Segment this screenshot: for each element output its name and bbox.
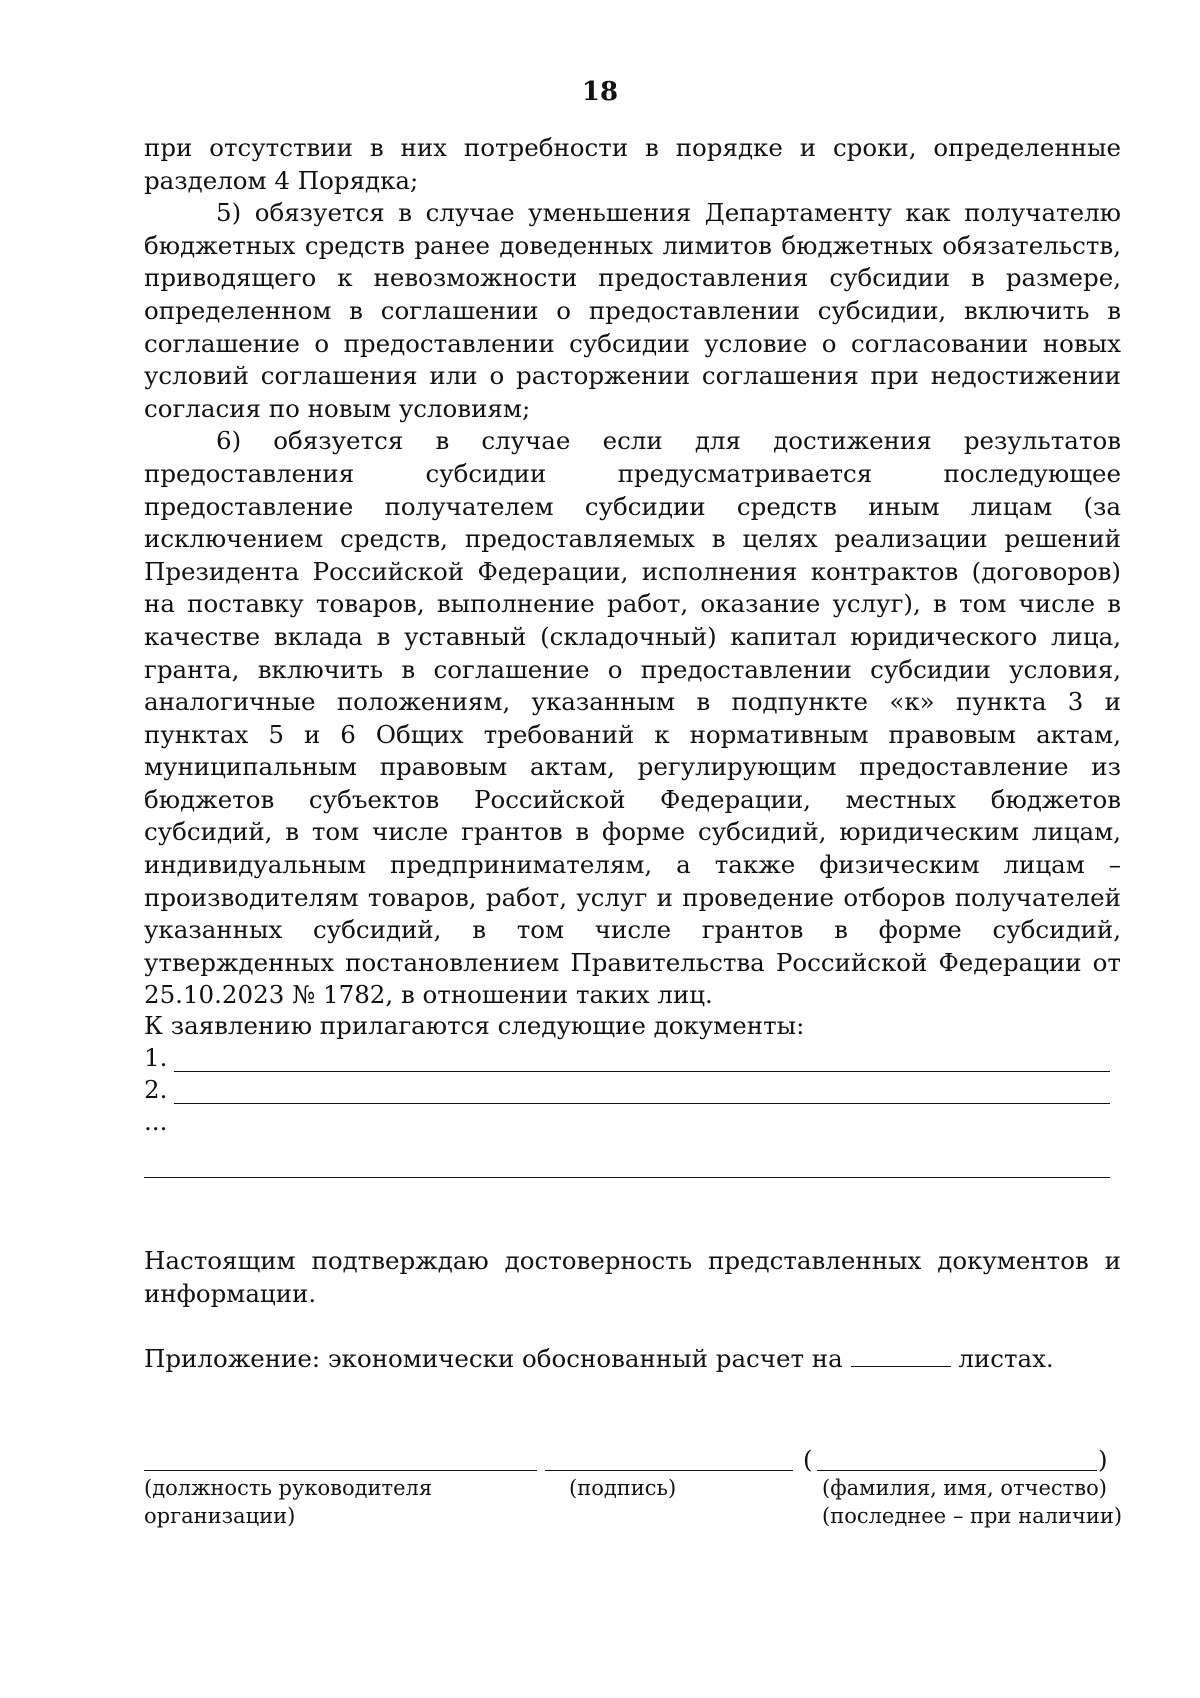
attachment-number-2: 2. bbox=[144, 1075, 168, 1104]
attachments-heading: К заявлению прилагаются следующие документы: bbox=[144, 1011, 805, 1040]
paragraph-item-5: 5) обязуется в случае уменьшения Департаменту как получателю бюджетных средств ранее доведенных лимитов бюджетных обязательств, приводящего к невозможности предоставления субсидии в размере, определенном в соглашении о предоставлении субсидии, включить в соглашение о предоставлении субсидии условие о согласовании новых условий соглашения или о расторжении соглашения при недостижении согласия по новым условиям; bbox=[144, 198, 1121, 423]
appendix-text-before: Приложение: экономически обоснованный расчет на bbox=[144, 1344, 843, 1373]
confirmation-paragraph: Настоящим подтверждаю достоверность представленных документов и информации. bbox=[144, 1246, 1121, 1308]
signature-caption: (подпись) bbox=[569, 1476, 677, 1500]
name-caption-line-2: (последнее – при наличии) bbox=[822, 1504, 1123, 1528]
body-text bbox=[144, 132, 1121, 1012]
position-signature-rule bbox=[144, 1470, 537, 1471]
attachment-line-2 bbox=[144, 1074, 1110, 1106]
attachment-rule-2 bbox=[174, 1103, 1110, 1104]
attachment-rule-1 bbox=[174, 1071, 1110, 1072]
position-caption bbox=[144, 1474, 432, 1530]
confirmation-text bbox=[144, 1245, 1121, 1310]
appendix-line bbox=[144, 1342, 1054, 1375]
ellipsis-text: ... bbox=[144, 1107, 168, 1136]
name-open-paren: ( bbox=[803, 1445, 813, 1474]
attachment-rule-extra bbox=[144, 1177, 1110, 1178]
attachment-ellipsis bbox=[144, 1106, 1110, 1138]
name-caption-line-1: (фамилия, имя, отчество) bbox=[822, 1476, 1107, 1500]
position-caption-line-2: организации) bbox=[144, 1504, 296, 1528]
paragraph-continuation: при отсутствии в них потребности в порядке и сроки, определенные разделом 4 Порядка; bbox=[144, 133, 1121, 195]
name-close-paren: ) bbox=[1098, 1445, 1108, 1474]
attachment-number-1: 1. bbox=[144, 1043, 168, 1072]
position-caption-line-1: (должность руководителя bbox=[144, 1476, 433, 1500]
appendix-sheets-blank bbox=[851, 1342, 951, 1367]
page-number: 18 bbox=[581, 77, 619, 107]
paragraph-item-6: 6) обязуется в случае если для достижения результатов предоставления субсидии предусматривается последующее предоставление получателем субсидии средств иным лицам (за исключением средств, предоставляемых в целях реализации решений Президента Российской Федерации, исполнения контрактов (договоров) на поставку товаров, выполнение работ, оказание услуг), в том числе в качестве вклада в уставный (складочный) капитал юридического лица, гранта, включить в соглашение о предоставлении субсидии условия, аналогичные положениям, указанным в подпункте «к» пункта 3 и пунктах 5 и 6 Общих требований к нормативным правовым актам, муниципальным правовым актам, регулирующим предоставление из бюджетов субъектов Российской Федерации, местных бюджетов субсидий, в том числе грантов в форме субсидий, юридическим лицам, индивидуальным предпринимателям, а также физическим лицам – производителям товаров, работ, услуг и проведение отборов получателей указанных субсидий, в том числе грантов в форме субсидий, утвержденных постановлением Правительства Российской Федерации от 25.10.2023 № 1782, в отношении таких лиц. bbox=[144, 426, 1121, 1010]
name-caption bbox=[822, 1474, 1122, 1530]
signature-rule bbox=[545, 1470, 793, 1471]
appendix-text-after: листах. bbox=[958, 1344, 1054, 1373]
attachment-line-1 bbox=[144, 1042, 1110, 1074]
name-rule bbox=[817, 1470, 1097, 1471]
